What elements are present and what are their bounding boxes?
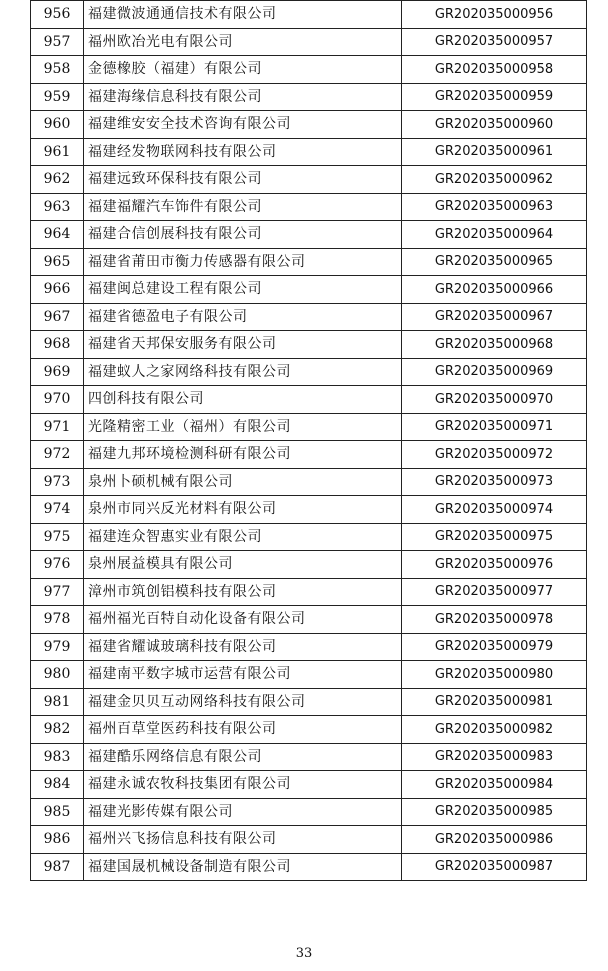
table-row xyxy=(31,83,587,111)
company-name: 福建合信创展科技有限公司 xyxy=(84,221,402,249)
company-name: 福建省天邦保安服务有限公司 xyxy=(84,331,402,359)
row-number: 973 xyxy=(31,468,84,496)
row-number: 976 xyxy=(31,551,84,579)
row-number: 966 xyxy=(31,276,84,304)
certificate-number: GR202035000960 xyxy=(402,111,587,139)
table-row xyxy=(31,111,587,139)
table-row xyxy=(31,56,587,84)
company-name: 福建闽总建设工程有限公司 xyxy=(84,276,402,304)
row-number: 968 xyxy=(31,331,84,359)
row-number: 983 xyxy=(31,743,84,771)
table-row xyxy=(31,386,587,414)
table-row xyxy=(31,578,587,606)
company-name: 福建维安安全技术咨询有限公司 xyxy=(84,111,402,139)
certificate-number: GR202035000979 xyxy=(402,633,587,661)
page-number: 33 xyxy=(295,946,313,961)
row-number: 958 xyxy=(31,56,84,84)
company-name: 福建九邦环境检测科研有限公司 xyxy=(84,441,402,469)
certificate-number: GR202035000959 xyxy=(402,83,587,111)
company-name: 金德橡胶（福建）有限公司 xyxy=(84,56,402,84)
company-name: 福建南平数字城市运营有限公司 xyxy=(84,661,402,689)
table-row xyxy=(31,633,587,661)
row-number: 956 xyxy=(31,1,84,29)
certificate-number: GR202035000966 xyxy=(402,276,587,304)
document-page xyxy=(30,0,579,881)
company-name: 福州欧冶光电有限公司 xyxy=(84,28,402,56)
table-row xyxy=(31,496,587,524)
row-number: 974 xyxy=(31,496,84,524)
table-row xyxy=(31,551,587,579)
company-name: 福建微波通通信技术有限公司 xyxy=(84,1,402,29)
table-row xyxy=(31,688,587,716)
company-name: 福建经发物联网科技有限公司 xyxy=(84,138,402,166)
company-name: 福州福光百特自动化设备有限公司 xyxy=(84,606,402,634)
table-row xyxy=(31,771,587,799)
row-number: 957 xyxy=(31,28,84,56)
table-row xyxy=(31,221,587,249)
row-number: 961 xyxy=(31,138,84,166)
company-name: 光隆精密工业（福州）有限公司 xyxy=(84,413,402,441)
company-name: 福建海缘信息科技有限公司 xyxy=(84,83,402,111)
row-number: 980 xyxy=(31,661,84,689)
table-row xyxy=(31,853,587,881)
row-number: 985 xyxy=(31,798,84,826)
row-number: 982 xyxy=(31,716,84,744)
certificate-number: GR202035000978 xyxy=(402,606,587,634)
certificate-number: GR202035000987 xyxy=(402,853,587,881)
row-number: 971 xyxy=(31,413,84,441)
table-row xyxy=(31,276,587,304)
company-table xyxy=(30,0,587,881)
company-name: 福建永诚农牧科技集团有限公司 xyxy=(84,771,402,799)
row-number: 970 xyxy=(31,386,84,414)
company-name: 福建蚁人之家网络科技有限公司 xyxy=(84,358,402,386)
row-number: 962 xyxy=(31,166,84,194)
row-number: 977 xyxy=(31,578,84,606)
table-row xyxy=(31,441,587,469)
table-row xyxy=(31,468,587,496)
row-number: 959 xyxy=(31,83,84,111)
table-row xyxy=(31,523,587,551)
certificate-number: GR202035000976 xyxy=(402,551,587,579)
company-name: 福州百草堂医药科技有限公司 xyxy=(84,716,402,744)
row-number: 979 xyxy=(31,633,84,661)
table-row xyxy=(31,606,587,634)
company-name: 福建酷乐网络信息有限公司 xyxy=(84,743,402,771)
company-name: 泉州卜硕机械有限公司 xyxy=(84,468,402,496)
certificate-number: GR202035000974 xyxy=(402,496,587,524)
company-name: 泉州市同兴反光材料有限公司 xyxy=(84,496,402,524)
row-number: 972 xyxy=(31,441,84,469)
certificate-number: GR202035000963 xyxy=(402,193,587,221)
table-row xyxy=(31,138,587,166)
table-row xyxy=(31,743,587,771)
certificate-number: GR202035000962 xyxy=(402,166,587,194)
table-row xyxy=(31,248,587,276)
table-row xyxy=(31,358,587,386)
certificate-number: GR202035000977 xyxy=(402,578,587,606)
table-row xyxy=(31,661,587,689)
table-row xyxy=(31,193,587,221)
certificate-number: GR202035000985 xyxy=(402,798,587,826)
company-name: 福州兴飞扬信息科技有限公司 xyxy=(84,826,402,854)
certificate-number: GR202035000967 xyxy=(402,303,587,331)
table-row xyxy=(31,1,587,29)
company-name: 四创科技有限公司 xyxy=(84,386,402,414)
company-name: 福建金贝贝互动网络科技有限公司 xyxy=(84,688,402,716)
row-number: 967 xyxy=(31,303,84,331)
row-number: 981 xyxy=(31,688,84,716)
certificate-number: GR202035000983 xyxy=(402,743,587,771)
company-name: 福建连众智惠实业有限公司 xyxy=(84,523,402,551)
row-number: 986 xyxy=(31,826,84,854)
company-name: 福建省德盈电子有限公司 xyxy=(84,303,402,331)
company-table-body xyxy=(31,1,587,881)
certificate-number: GR202035000971 xyxy=(402,413,587,441)
row-number: 975 xyxy=(31,523,84,551)
certificate-number: GR202035000986 xyxy=(402,826,587,854)
row-number: 965 xyxy=(31,248,84,276)
row-number: 984 xyxy=(31,771,84,799)
table-row xyxy=(31,826,587,854)
company-name: 福建福耀汽车饰件有限公司 xyxy=(84,193,402,221)
certificate-number: GR202035000982 xyxy=(402,716,587,744)
company-name: 漳州市筑创铝模科技有限公司 xyxy=(84,578,402,606)
company-name: 福建省耀诚玻璃科技有限公司 xyxy=(84,633,402,661)
table-row xyxy=(31,303,587,331)
certificate-number: GR202035000968 xyxy=(402,331,587,359)
row-number: 969 xyxy=(31,358,84,386)
certificate-number: GR202035000975 xyxy=(402,523,587,551)
company-name: 福建远致环保科技有限公司 xyxy=(84,166,402,194)
company-name: 福建光影传媒有限公司 xyxy=(84,798,402,826)
certificate-number: GR202035000981 xyxy=(402,688,587,716)
company-name: 福建国晟机械设备制造有限公司 xyxy=(84,853,402,881)
certificate-number: GR202035000969 xyxy=(402,358,587,386)
table-row xyxy=(31,413,587,441)
certificate-number: GR202035000964 xyxy=(402,221,587,249)
certificate-number: GR202035000970 xyxy=(402,386,587,414)
table-row xyxy=(31,331,587,359)
table-row xyxy=(31,716,587,744)
certificate-number: GR202035000980 xyxy=(402,661,587,689)
certificate-number: GR202035000965 xyxy=(402,248,587,276)
company-name: 福建省莆田市衡力传感器有限公司 xyxy=(84,248,402,276)
row-number: 987 xyxy=(31,853,84,881)
row-number: 963 xyxy=(31,193,84,221)
table-row xyxy=(31,28,587,56)
certificate-number: GR202035000972 xyxy=(402,441,587,469)
certificate-number: GR202035000956 xyxy=(402,1,587,29)
table-row xyxy=(31,166,587,194)
certificate-number: GR202035000973 xyxy=(402,468,587,496)
certificate-number: GR202035000984 xyxy=(402,771,587,799)
company-name: 泉州展益模具有限公司 xyxy=(84,551,402,579)
certificate-number: GR202035000961 xyxy=(402,138,587,166)
row-number: 960 xyxy=(31,111,84,139)
row-number: 964 xyxy=(31,221,84,249)
certificate-number: GR202035000957 xyxy=(402,28,587,56)
certificate-number: GR202035000958 xyxy=(402,56,587,84)
table-row xyxy=(31,798,587,826)
row-number: 978 xyxy=(31,606,84,634)
